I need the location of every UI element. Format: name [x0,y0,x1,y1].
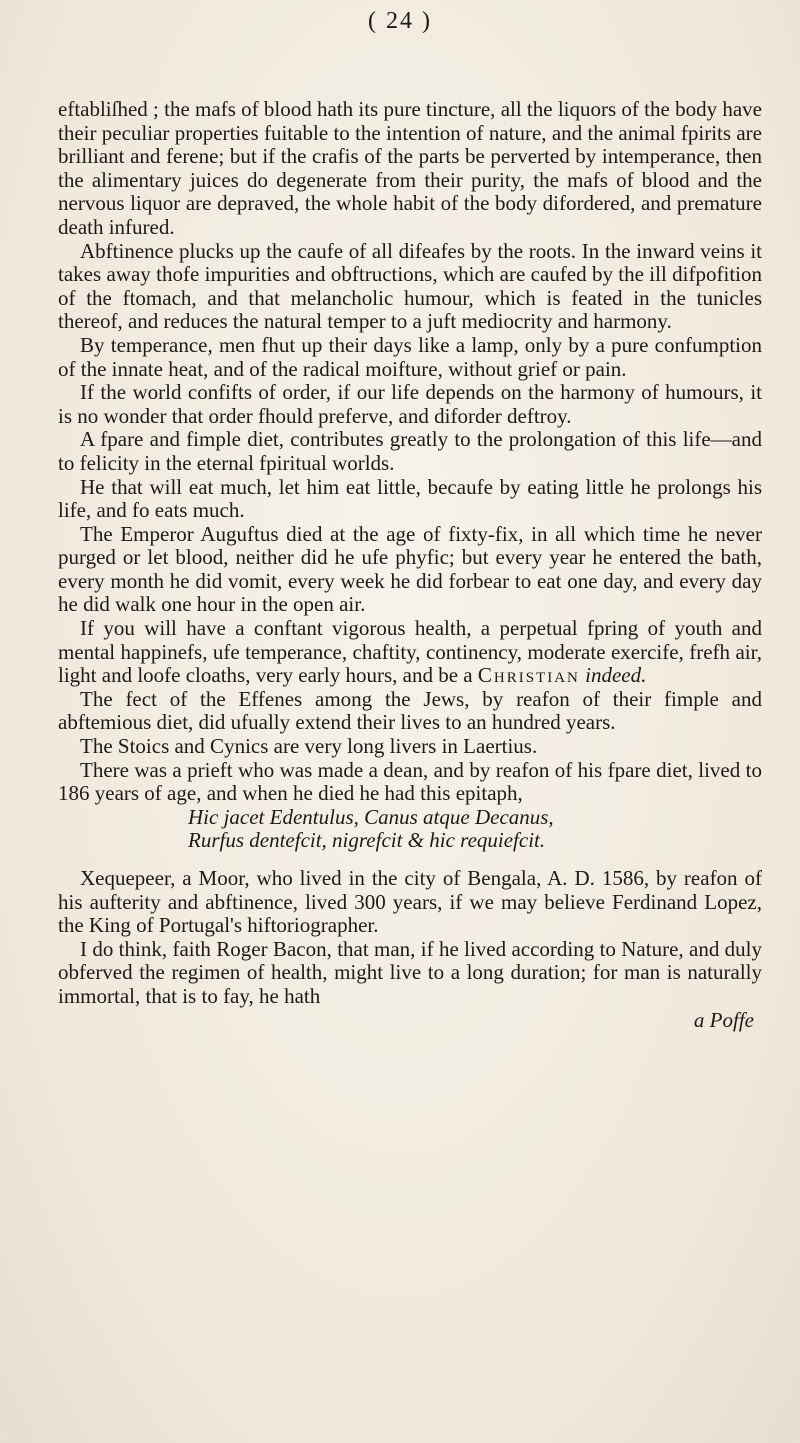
body-text [58,98,762,1032]
paragraph: There was a prieft who was made a dean, and by reafon of his fpare diet, lived to 186 years of age, and when he died he had this epitaph, [58,757,762,806]
christian-word: Christian [477,663,580,688]
paragraph: If the world confifts of order, if our life depends on the harmony of humours, it is no wonder that order fhould preferve, and diforder deftroy. [58,380,762,428]
paragraph: Abftinence plucks up the caufe of all difeafes by the roots. In the inward veins it takes away thofe impurities and obftructions, which are caufed by the ill difpofition of the ftomach, and that melancholic humour, which is feated in the tunicles thereof, and reduces the natural temper to a juft mediocrity and harmony. [58,238,762,334]
indeed-word: indeed. [585,663,647,688]
paragraph: He that will eat much, let him eat little, becaufe by eating little he prolongs his life, and fo eats much. [58,474,762,523]
paragraph: I do think, faith Roger Bacon, that man, if he lived according to Nature, and duly obferved the regimen of health, might live to a long duration; for man is naturally immortal, that is to fay, he hath [58,936,762,1008]
epitaph-line-1: Hic jacet Edentulus, Canus atque Decanus, [188,804,554,829]
catchword: a Poffe [693,1007,754,1032]
paragraph: The Stoics and Cynics are very long livers in Laertius. [80,734,538,759]
paragraph-health [58,617,762,688]
paragraph: Xequepeer, a Moor, who lived in the city of Bengala, A. D. 1586, by reafon of his aufterity and abftinence, lived 300 years, if we may believe Ferdinand Lopez, the King of Portugal's hiftoriographer. [58,866,762,938]
paragraph: By temperance, men fhut up their days like a lamp, only by a pure confumption of the innate heat, and of the radical moifture, without grief or pain. [58,332,762,381]
paragraph: The Emperor Auguftus died at the age of fixty-fix, in all which time he never purged or let blood, neither did he ufe phyfic; but every year he entered the bath, every month he did vomit, every week he did forbear to eat one day, and every day he did walk one hour in the open air. [58,521,762,617]
epitaph [58,806,762,853]
paragraph: eftabliſhed ; the mafs of blood hath its pure tincture, all the liquors of the body have their peculiar properties fuitable to the intention of nature, and the animal fpirits are brilliant and ferene; but if the crafis of the parts be perverted by intemperance, then the alimentary juices do degenerate from their purity, the mafs of blood and the nervous liquor are depraved, the whole habit of the body difordered, and premature death infured. [58,97,762,239]
page-number: ( 24 ) [368,8,432,34]
paragraph: The fect of the Effenes among the Jews, by reafon of their fimple and abftemious diet, did ufually extend their lives to an hundred years. [58,686,762,735]
paragraph-text: If you will have a conftant vigorous health, a perpetual fpring of youth and mental happinefs, ufe temperance, chaftity, continency, moderate exercife, frefh air, light and loofe cloaths, very early hours, and be a [58,616,762,688]
paragraph: A fpare and fimple diet, contributes greatly to the prolongation of this life—and to felicity in the eternal fpiritual worlds. [58,427,762,475]
epitaph-line-2: Rurfus dentefcit, nigrefcit & hic requiefcit. [188,828,546,853]
